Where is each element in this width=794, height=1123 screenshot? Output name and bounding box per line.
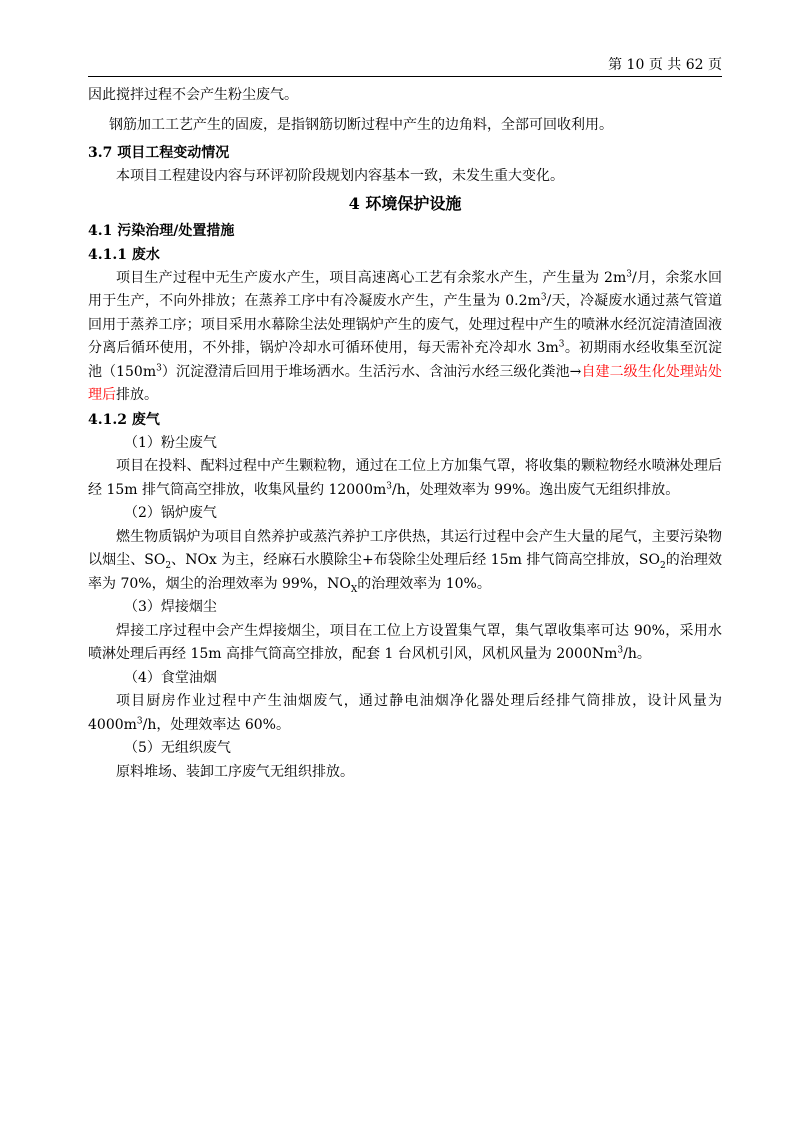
paragraph: 本项目工程建设内容与环评初阶段规划内容基本一致，未发生重大变化。 [116, 168, 564, 184]
text-run: /天，冷凝废水通过蒸气管道回用于蒸养工序；项目采用水幕除尘法处理锅炉产生的废气，处理过程中产生的喷淋水经沉淀清渣固液分离后循环使用，不外排，锅炉冷却水可循环使用，每天需补充冷却水 3m [88, 293, 722, 356]
superscript: 3 [617, 645, 624, 656]
chapter-heading: 4 环境保护设施 [348, 193, 462, 213]
superscript: 3 [136, 715, 143, 726]
text-run: 燃生物质锅炉为项目自然养护或蒸汽养护工序供热，其运行过程中会产生大量的尾气，主要污染物以烟尘、SO [88, 528, 722, 568]
item-heading: （1）粉尘废气 [124, 434, 217, 451]
highlighted-text: 自建二级生化处理站处理后 [88, 363, 723, 403]
text-run: 。初期雨水经收集至沉淀池（150m [88, 340, 723, 380]
section-heading: 4.1 污染治理/处置措施 [88, 222, 235, 239]
subscript: 2 [165, 560, 172, 571]
superscript: 3 [558, 339, 565, 350]
subscript: X [350, 584, 358, 595]
text-run: /h。 [623, 646, 651, 662]
section-heading: 3.7 项目工程变动情况 [88, 145, 230, 161]
superscript: 3 [156, 362, 162, 373]
text-run: /h，处理效率为 99%。逸出废气无组织排放。 [392, 481, 680, 498]
superscript: 3 [626, 268, 632, 279]
document-body [88, 84, 722, 784]
item-heading: （2）锅炉废气 [124, 505, 217, 521]
item-heading: （4）食堂油烟 [124, 669, 217, 686]
boiler-paragraph [88, 526, 722, 597]
paragraph: 因此搅拌过程不会产生粉尘废气。 [88, 87, 298, 103]
text-run: /h，处理效率达 60%。 [142, 716, 290, 733]
text-run: 项目厨房作业过程中产生油烟废气，通过静电油烟净化器处理后经排气筒排放，设计风量为 4000m [88, 693, 722, 733]
text-run: /月，余浆水回用于生产，不向外排放；在蒸养工序中有冷凝废水产生，产生量为 0.2m [88, 269, 722, 309]
page-header [88, 56, 722, 77]
welding-paragraph [88, 620, 722, 667]
item-heading: （3）焊接烟尘 [124, 599, 217, 615]
page-number: 第 10 页 共 62 页 [608, 57, 722, 73]
wastewater-paragraph [88, 267, 722, 408]
subsection-heading: 4.1.1 废水 [88, 246, 160, 263]
text-run: 排放。 [116, 387, 158, 403]
dust-paragraph [88, 455, 722, 502]
subscript: 2 [660, 560, 666, 571]
superscript: 3 [540, 292, 547, 303]
text-run: 焊接工序过程中会产生焊接烟尘，项目在工位上方设置集气罩，集气罩收集率可达 90%，采用水喷淋处理后再经 15m 高排气筒高空排放，配套 1 台风机引风，风机风量为 2000Nm [88, 622, 722, 662]
text-run: 项目在投料、配料过程中产生颗粒物，通过在工位上方加集气罩，将收集的颗粒物经水喷淋处理后经 15m 排气筒高空排放，收集风量约 12000m [88, 458, 722, 498]
kitchen-paragraph [88, 690, 722, 737]
paragraph: 钢筋加工工艺产生的固废，是指钢筋切断过程中产生的边角料，全部可回收利用。 [109, 116, 613, 133]
text-run: 的治理效率为 10%。 [357, 575, 491, 592]
subsection-heading: 4.1.2 废气 [88, 411, 160, 428]
text-run: ）沉淀澄清后回用于堆场洒水。生活污水、含油污水经三级化粪池→ [161, 363, 582, 380]
item-heading: （5）无组织废气 [124, 740, 231, 756]
paragraph: 原料堆场、装卸工序废气无组织排放。 [116, 763, 354, 780]
text-run: 的治理效率为 70%，烟尘的治理效率为 99%，NO [88, 552, 722, 592]
text-run: 、NOx 为主，经麻石水膜除尘+布袋除尘处理后经 15m 排气筒高空排放，SO [171, 552, 660, 568]
text-run: 项目生产过程中无生产废水产生，项目高速离心工艺有余浆水产生，产生量为 2m [116, 269, 627, 286]
superscript: 3 [386, 480, 392, 491]
